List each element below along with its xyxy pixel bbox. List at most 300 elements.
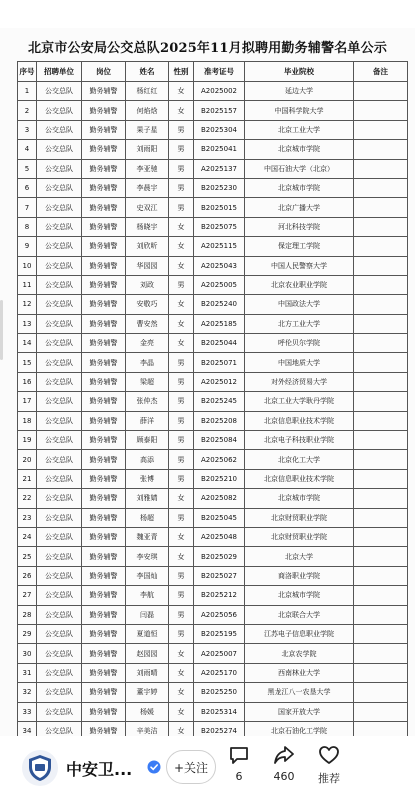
table-cell: 杨红红 [126, 82, 169, 101]
table-row [18, 295, 408, 314]
table-cell: 勤务辅警 [82, 721, 126, 740]
verified-badge-icon [147, 760, 161, 774]
table-cell: 勤务辅警 [82, 508, 126, 527]
table-cell: 23 [18, 508, 37, 527]
table-cell: 史双江 [126, 198, 169, 217]
table-cell: 勤务辅警 [82, 469, 126, 488]
table-cell [354, 334, 408, 353]
table-row [18, 411, 408, 430]
roster-table [17, 61, 408, 741]
table-row [18, 586, 408, 605]
table-cell: B2025230 [194, 178, 245, 197]
table-row [18, 547, 408, 566]
table-cell: 安敬巧 [126, 295, 169, 314]
table-cell: 公交总队 [37, 508, 82, 527]
table-row [18, 489, 408, 508]
table-row [18, 605, 408, 624]
table-row [18, 566, 408, 585]
table-cell [354, 450, 408, 469]
table-cell: 北京工业大学 [245, 120, 354, 139]
table-cell: 男 [169, 120, 194, 139]
table-cell: 北京广播大学 [245, 198, 354, 217]
recommend-stat[interactable] [307, 744, 351, 786]
table-row [18, 217, 408, 236]
table-cell: 北京工业大学耿丹学院 [245, 392, 354, 411]
table-cell: 北京农学院 [245, 644, 354, 663]
table-cell: 勤务辅警 [82, 702, 126, 721]
table-cell: 公交总队 [37, 547, 82, 566]
share-icon [273, 744, 295, 766]
table-cell: 17 [18, 392, 37, 411]
table-row [18, 140, 408, 159]
comments-count: 6 [235, 770, 243, 783]
table-cell: A2025056 [194, 605, 245, 624]
table-cell: 24 [18, 527, 37, 546]
table-cell: A2025007 [194, 644, 245, 663]
table-cell: 女 [169, 721, 194, 740]
table-cell: 21 [18, 469, 37, 488]
table-row [18, 237, 408, 256]
table-cell: 公交总队 [37, 217, 82, 236]
header-cell: 招聘单位 [37, 62, 82, 82]
table-cell: 29 [18, 624, 37, 643]
table-cell: 男 [169, 508, 194, 527]
table-cell: 呼伦贝尔学院 [245, 334, 354, 353]
table-cell: 勤务辅警 [82, 663, 126, 682]
table-cell: 2 [18, 101, 37, 120]
table-cell: 男 [169, 275, 194, 294]
table-cell: 勤务辅警 [82, 547, 126, 566]
table-cell: 勤务辅警 [82, 489, 126, 508]
table-cell: 10 [18, 256, 37, 275]
table-cell: 华园园 [126, 256, 169, 275]
table-cell: 中国地质大学 [245, 353, 354, 372]
table-cell [354, 178, 408, 197]
table-cell: 女 [169, 314, 194, 333]
table-cell [354, 198, 408, 217]
table-cell: 公交总队 [37, 82, 82, 101]
table-row [18, 392, 408, 411]
table-cell [354, 256, 408, 275]
table-cell: 公交总队 [37, 431, 82, 450]
table-cell: 李晨宇 [126, 178, 169, 197]
table-cell: 勤务辅警 [82, 527, 126, 546]
table-cell: 公交总队 [37, 120, 82, 139]
table-cell: 公交总队 [37, 683, 82, 702]
table-cell: 公交总队 [37, 159, 82, 178]
table-cell: 勤务辅警 [82, 334, 126, 353]
header-cell: 岗位 [82, 62, 126, 82]
table-cell: 3 [18, 120, 37, 139]
table-row [18, 353, 408, 372]
bottom-bar [0, 736, 415, 800]
table-cell [354, 508, 408, 527]
table-cell: 李亚驰 [126, 159, 169, 178]
table-cell: 14 [18, 334, 37, 353]
table-cell: 男 [169, 469, 194, 488]
table-cell: 金亮 [126, 334, 169, 353]
table-cell: 5 [18, 159, 37, 178]
table-cell: 公交总队 [37, 353, 82, 372]
table-cell: 勤务辅警 [82, 353, 126, 372]
table-row [18, 508, 408, 527]
table-cell: 中国政法大学 [245, 295, 354, 314]
table-cell: 公交总队 [37, 237, 82, 256]
table-cell: 公交总队 [37, 450, 82, 469]
table-row [18, 683, 408, 702]
table-cell: 北京大学 [245, 547, 354, 566]
table-cell: 女 [169, 489, 194, 508]
table-cell [354, 392, 408, 411]
table-cell: 女 [169, 237, 194, 256]
table-cell: 女 [169, 683, 194, 702]
table-row [18, 101, 408, 120]
table-cell [354, 663, 408, 682]
table-cell: 杨晓宇 [126, 217, 169, 236]
table-cell: 公交总队 [37, 101, 82, 120]
table-cell: 勤务辅警 [82, 178, 126, 197]
table-cell: 薛洋 [126, 411, 169, 430]
table-cell: 北京城市学院 [245, 178, 354, 197]
table-cell: 中国石油大学（北京） [245, 159, 354, 178]
recommend-label: 推荐 [318, 772, 340, 785]
table-cell: 20 [18, 450, 37, 469]
document-image [0, 28, 415, 736]
table-cell [354, 275, 408, 294]
table-cell: 何焰焓 [126, 101, 169, 120]
table-cell: 25 [18, 547, 37, 566]
table-cell: 西南林业大学 [245, 663, 354, 682]
table-cell: 杨超 [126, 508, 169, 527]
table-cell [354, 237, 408, 256]
table-cell: 杨媛 [126, 702, 169, 721]
table-row [18, 82, 408, 101]
table-cell: 国家开放大学 [245, 702, 354, 721]
table-cell: 女 [169, 82, 194, 101]
table-row [18, 178, 408, 197]
table-cell: 勤务辅警 [82, 624, 126, 643]
table-cell: 曹安然 [126, 314, 169, 333]
table-cell: 女 [169, 295, 194, 314]
table-cell: 公交总队 [37, 140, 82, 159]
table-cell: B2025027 [194, 566, 245, 585]
table-cell: 刘雨阳 [126, 140, 169, 159]
table-cell: 7 [18, 198, 37, 217]
table-cell: 男 [169, 178, 194, 197]
table-cell: B2025084 [194, 431, 245, 450]
table-cell: 12 [18, 295, 37, 314]
table-cell [354, 624, 408, 643]
table-cell: 勤务辅警 [82, 586, 126, 605]
table-cell: 勤务辅警 [82, 450, 126, 469]
table-cell [354, 314, 408, 333]
table-cell: 公交总队 [37, 663, 82, 682]
table-cell: 高添 [126, 450, 169, 469]
table-cell: 赵园园 [126, 644, 169, 663]
table-cell: 李安琪 [126, 547, 169, 566]
table-cell [354, 372, 408, 391]
table-cell: 北京信息职业技术学院 [245, 469, 354, 488]
table-cell: 女 [169, 663, 194, 682]
table-cell: 北方工业大学 [245, 314, 354, 333]
table-cell: 顾泰阳 [126, 431, 169, 450]
table-cell: 刘雨晴 [126, 663, 169, 682]
table-cell: 11 [18, 275, 37, 294]
table-cell: 女 [169, 527, 194, 546]
table-row [18, 702, 408, 721]
table-cell: 公交总队 [37, 624, 82, 643]
table-cell: 勤务辅警 [82, 217, 126, 236]
table-cell: B2025041 [194, 140, 245, 159]
table-row [18, 198, 408, 217]
table-row [18, 256, 408, 275]
table-cell: 公交总队 [37, 334, 82, 353]
table-cell: 公交总队 [37, 295, 82, 314]
table-cell [354, 120, 408, 139]
table-cell: B2025274 [194, 721, 245, 740]
shares-count: 460 [273, 770, 295, 783]
table-cell: B2025314 [194, 702, 245, 721]
table-cell: 刘政 [126, 275, 169, 294]
table-cell: B2025029 [194, 547, 245, 566]
table-cell: B2025245 [194, 392, 245, 411]
table-cell: 勤务辅警 [82, 314, 126, 333]
table-cell: A2025002 [194, 82, 245, 101]
table-cell: B2025250 [194, 683, 245, 702]
table-cell: 公交总队 [37, 372, 82, 391]
table-cell: 李国灿 [126, 566, 169, 585]
header-cell: 毕业院校 [245, 62, 354, 82]
table-cell [354, 140, 408, 159]
table-cell: 9 [18, 237, 37, 256]
table-row [18, 469, 408, 488]
table-cell: 勤务辅警 [82, 275, 126, 294]
table-cell: 张博 [126, 469, 169, 488]
table-cell: B2025044 [194, 334, 245, 353]
table-cell: 董宇婷 [126, 683, 169, 702]
table-cell: A2025043 [194, 256, 245, 275]
table-cell: 公交总队 [37, 605, 82, 624]
table-cell: 公交总队 [37, 721, 82, 740]
table-cell: 魏亚青 [126, 527, 169, 546]
table-row [18, 527, 408, 546]
table-row [18, 450, 408, 469]
table-cell: B2025015 [194, 198, 245, 217]
table-cell: 勤务辅警 [82, 644, 126, 663]
scroll-indicator [0, 300, 3, 360]
table-cell: 男 [169, 624, 194, 643]
table-cell: 4 [18, 140, 37, 159]
table-cell [354, 586, 408, 605]
table-cell: 公交总队 [37, 411, 82, 430]
table-cell: 32 [18, 683, 37, 702]
table-cell: A2025170 [194, 663, 245, 682]
table-cell: 女 [169, 217, 194, 236]
table-cell [354, 411, 408, 430]
table-cell: 公交总队 [37, 392, 82, 411]
table-cell: A2025048 [194, 527, 245, 546]
table-cell: 公交总队 [37, 527, 82, 546]
table-cell: 公交总队 [37, 178, 82, 197]
table-cell: 公交总队 [37, 275, 82, 294]
table-cell: 女 [169, 101, 194, 120]
table-cell: 女 [169, 644, 194, 663]
table-cell: 勤务辅警 [82, 159, 126, 178]
table-cell: B2025208 [194, 411, 245, 430]
table-cell: 中国人民警察大学 [245, 256, 354, 275]
table-cell: 商洛职业学院 [245, 566, 354, 585]
table-cell: A2025012 [194, 372, 245, 391]
table-cell: 公交总队 [37, 469, 82, 488]
table-cell: 果子星 [126, 120, 169, 139]
table-cell [354, 566, 408, 585]
table-cell: B2025045 [194, 508, 245, 527]
follow-button[interactable]: +关注 [166, 750, 216, 784]
table-cell: 30 [18, 644, 37, 663]
table-cell: 22 [18, 489, 37, 508]
table-cell: 男 [169, 605, 194, 624]
table-cell: 勤务辅警 [82, 392, 126, 411]
table-cell: 男 [169, 198, 194, 217]
table-cell: 黑龙江八一农垦大学 [245, 683, 354, 702]
table-cell: 18 [18, 411, 37, 430]
table-row [18, 159, 408, 178]
table-cell [354, 547, 408, 566]
header-cell: 备注 [354, 62, 408, 82]
table-cell: 北京信息职业技术学院 [245, 411, 354, 430]
table-cell: 34 [18, 721, 37, 740]
table-cell: 北京化工大学 [245, 450, 354, 469]
table-cell: 张仲杰 [126, 392, 169, 411]
table-cell [354, 353, 408, 372]
table-cell: 31 [18, 663, 37, 682]
table-cell: 保定理工学院 [245, 237, 354, 256]
table-cell: 女 [169, 256, 194, 275]
table-cell: A2025062 [194, 450, 245, 469]
table-cell: B2025210 [194, 469, 245, 488]
table-cell: 勤务辅警 [82, 411, 126, 430]
table-cell: 公交总队 [37, 198, 82, 217]
table-cell: B2025157 [194, 101, 245, 120]
table-cell: 16 [18, 372, 37, 391]
table-cell [354, 527, 408, 546]
comment-icon [228, 744, 250, 766]
table-row [18, 314, 408, 333]
table-cell: A2025185 [194, 314, 245, 333]
table-cell: 刘欣昕 [126, 237, 169, 256]
comment-stat[interactable] [217, 744, 261, 783]
table-cell: 夏道恒 [126, 624, 169, 643]
table-cell [354, 605, 408, 624]
table-cell: 闫磊 [126, 605, 169, 624]
table-cell: 男 [169, 353, 194, 372]
table-cell: 北京联合大学 [245, 605, 354, 624]
table-cell: 北京城市学院 [245, 489, 354, 508]
table-cell [354, 295, 408, 314]
table-cell: 27 [18, 586, 37, 605]
table-cell: A2025115 [194, 237, 245, 256]
table-cell: 女 [169, 547, 194, 566]
table-cell: 19 [18, 431, 37, 450]
table-cell [354, 101, 408, 120]
table-cell: 对外经济贸易大学 [245, 372, 354, 391]
police-shield-icon [27, 754, 53, 782]
table-cell: 公交总队 [37, 566, 82, 585]
table-cell: 公交总队 [37, 256, 82, 275]
table-cell: 延边大学 [245, 82, 354, 101]
table-cell: 13 [18, 314, 37, 333]
table-cell: 28 [18, 605, 37, 624]
table-cell: 北京电子科技职业学院 [245, 431, 354, 450]
table-cell: 6 [18, 178, 37, 197]
table-row [18, 663, 408, 682]
table-cell: 公交总队 [37, 314, 82, 333]
table-cell: 公交总队 [37, 586, 82, 605]
table-cell: 勤务辅警 [82, 683, 126, 702]
table-cell: 勤务辅警 [82, 256, 126, 275]
table-cell: 男 [169, 372, 194, 391]
table-cell: 北京财贸职业学院 [245, 527, 354, 546]
table-cell: 26 [18, 566, 37, 585]
table-cell: 15 [18, 353, 37, 372]
table-cell: 北京城市学院 [245, 140, 354, 159]
table-cell [354, 431, 408, 450]
table-cell: 女 [169, 702, 194, 721]
table-cell: 男 [169, 411, 194, 430]
table-cell: 北京城市学院 [245, 586, 354, 605]
table-cell: 公交总队 [37, 644, 82, 663]
header-cell: 姓名 [126, 62, 169, 82]
roster-body [18, 82, 408, 741]
table-cell: 男 [169, 392, 194, 411]
table-cell: 公交总队 [37, 702, 82, 721]
table-cell: B2025075 [194, 217, 245, 236]
table-cell [354, 82, 408, 101]
table-cell: 男 [169, 431, 194, 450]
table-row [18, 120, 408, 139]
table-cell: 公交总队 [37, 489, 82, 508]
table-cell: 男 [169, 159, 194, 178]
share-stat[interactable] [262, 744, 306, 783]
account-name[interactable]: 中安卫... [66, 760, 133, 779]
table-cell: 男 [169, 450, 194, 469]
table-cell [354, 702, 408, 721]
heart-icon [318, 744, 340, 766]
table-cell [354, 469, 408, 488]
table-cell: 辛美洁 [126, 721, 169, 740]
table-cell: B2025212 [194, 586, 245, 605]
table-cell: 男 [169, 566, 194, 585]
table-cell: 勤务辅警 [82, 372, 126, 391]
account-avatar[interactable] [22, 750, 58, 786]
table-cell: 刘雅婧 [126, 489, 169, 508]
table-cell: 勤务辅警 [82, 237, 126, 256]
table-cell: A2025005 [194, 275, 245, 294]
table-cell: 1 [18, 82, 37, 101]
table-cell: 女 [169, 334, 194, 353]
header-cell: 准考证号 [194, 62, 245, 82]
table-cell: 江苏电子信息职业学院 [245, 624, 354, 643]
table-row [18, 431, 408, 450]
table-cell: 勤务辅警 [82, 140, 126, 159]
table-cell: 勤务辅警 [82, 198, 126, 217]
table-cell: 北京财贸职业学院 [245, 508, 354, 527]
table-cell: 男 [169, 586, 194, 605]
table-row [18, 644, 408, 663]
table-cell: 8 [18, 217, 37, 236]
table-cell: 北京农业职业学院 [245, 275, 354, 294]
table-cell: 勤务辅警 [82, 605, 126, 624]
